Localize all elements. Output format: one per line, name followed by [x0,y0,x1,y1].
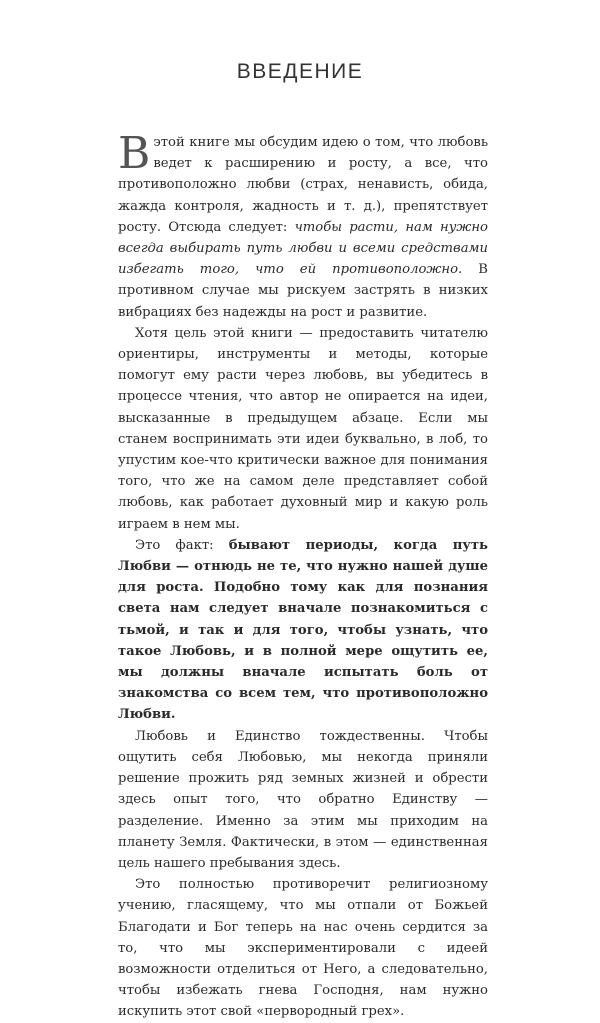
paragraph-1 [118,128,488,323]
page-title: ВВЕДЕНИЕ [236,60,364,83]
paragraph-5: Это полностью противоречит религиозному учению, гласящему, что мы отпали от Божьей Благодати и Бог теперь на нас очень сердится за то, что мы экспериментировали с идеей возможности отделиться от Него, а следовательно, чтобы избежать гнева Господня, нам нужно искупить этот свой «первородный грех». [118,877,488,1020]
paragraph-3 [118,535,488,726]
paragraph-3-bold: бывают периоды, когда путь Любви — отнюдь не те, что нужно нашей душе для роста. Подобно тому как для познания света нам следует вначале познакомиться с тьмой, и так и для того, чтобы узнать, что такое Любовь, и в полной мере ощутить ее, мы должны вначале испытать боль от знакомства со всем тем, что противоположно Любви. [118,537,488,723]
paragraph-3-lead: Это факт: [135,537,229,553]
paragraph-1-lead: этой книге мы обсудим идею о том, что любовь ведет к расширению и росту, а все, что противоположно любви (страх, ненависть, обида, жажда контроля, жадность и т. д.), препятствует росту. Отсюда следует: [118,135,488,235]
paragraph-4: Любовь и Единство тождественны. Чтобы ощутить себя Любовью, мы некогда приняли решение прожить ряд земных жизней и обрести здесь опыт того, что обратно Единству — разделение. Именно за этим мы приходим на планету Земля. Фактически, в этом — единственная цель нашего пребывания здесь. [118,728,488,871]
paragraph-2: Хотя цель этой книги — предоставить читателю ориентиры, инструменты и методы, которые помогут ему расти через любовь, вы убедитесь в процессе чтения, что автор не опирается на идеи, высказанные в предыдущем абзаце. Если мы станем воспринимать эти идеи буквально, в лоб, то упустим кое-что критически важное для понимания того, что же на самом деле представляет собой любовь, как работает духовный мир и какую роль играем в нем мы. [118,325,488,532]
body-text [118,128,488,1023]
paragraph-1-italic: чтобы расти, нам нужно всегда выбирать путь любви и всеми средствами избегать того, что ей противоположно [118,219,488,278]
drop-cap: В [118,128,151,179]
paragraph-1-tail: . В противном случае мы рискуем застрять в низких вибрациях без надежды на рост и развитие. [118,262,488,320]
